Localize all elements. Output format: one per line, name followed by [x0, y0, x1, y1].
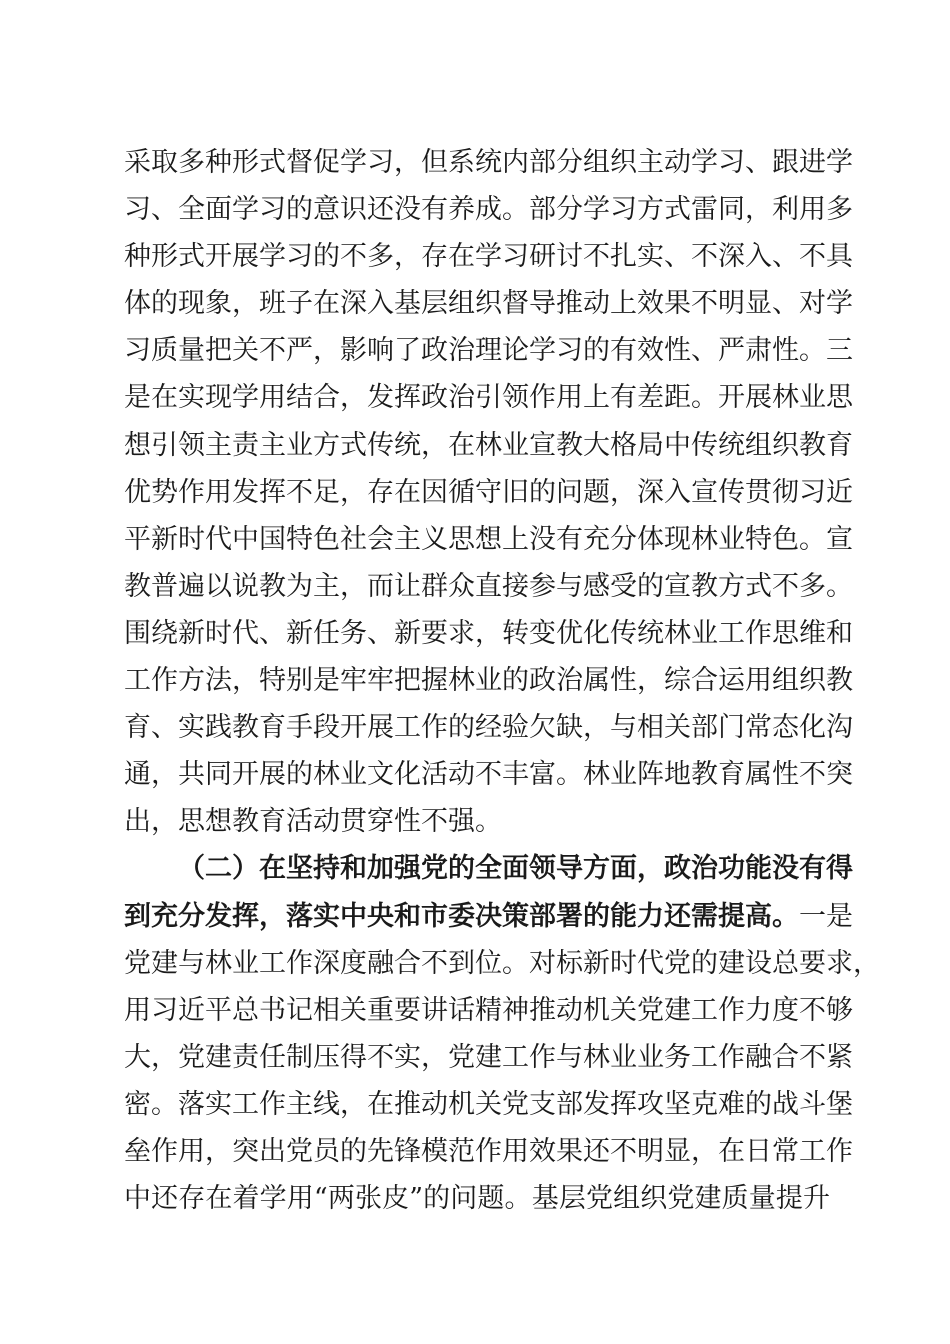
text-line: 优势作用发挥不足，存在因循守旧的问题，深入宣传贯彻习近 — [124, 476, 853, 508]
text-line: 用习近平总书记相关重要讲话精神推动机关党建工作力度不够 — [124, 994, 853, 1026]
text-line: 教普遍以说教为主，而让群众直接参与感受的宣教方式不多。 — [124, 570, 853, 602]
section-heading-text: 到充分发挥，落实中央和市委决策部署的能力还需提高。 — [124, 900, 799, 932]
text-line: 体的现象，班子在深入基层组织督导推动上效果不明显、对学 — [124, 288, 853, 320]
section-heading-line — [124, 893, 853, 940]
section-two-paragraph — [124, 845, 880, 1222]
text-line: 垒作用，突出党员的先锋模范作用效果还不明显，在日常工作 — [124, 1135, 853, 1167]
text-line: 平新时代中国特色社会主义思想上没有充分体现林业特色。宣 — [124, 523, 853, 555]
text-line: 围绕新时代、新任务、新要求，转变优化传统林业工作思维和 — [124, 617, 853, 649]
text-line: 大，党建责任制压得不实，党建工作与林业业务工作融合不紧 — [124, 1041, 853, 1073]
text-line: 是在实现学用结合，发挥政治引领作用上有差距。开展林业思 — [124, 382, 853, 414]
text-line: 工作方法，特别是牢牢把握林业的政治属性，综合运用组织教 — [124, 665, 853, 697]
text-line: 种形式开展学习的不多，存在学习研讨不扎实、不深入、不具 — [124, 241, 853, 273]
text-line: 通，共同开展的林业文化活动不丰富。林业阵地教育属性不突 — [124, 759, 853, 791]
text-line: 出，思想教育活动贯穿性不强。 — [124, 806, 502, 838]
heading-tail-text: 一是 — [799, 900, 853, 932]
text-line: 中还存在着学用“两张皮”的问题。基层党组织党建质量提升 — [124, 1183, 830, 1215]
paragraph-continued — [124, 139, 853, 845]
text-line: 育、实践教育手段开展工作的经验欠缺，与相关部门常态化沟 — [124, 712, 853, 744]
text-line: 采取多种形式督促学习，但系统内部分组织主动学习、跟进学 — [124, 147, 853, 178]
text-line: 习、全面学习的意识还没有养成。部分学习方式雷同，利用多 — [124, 194, 853, 226]
text-line: 密。落实工作主线，在推动机关党支部发挥攻坚克难的战斗堡 — [124, 1088, 853, 1120]
section-heading-line: （二）在坚持和加强党的全面领导方面，政治功能没有得 — [178, 853, 853, 885]
text-line: 党建与林业工作深度融合不到位。对标新时代党的建设总要求， — [124, 947, 880, 979]
text-line: 习质量把关不严，影响了政治理论学习的有效性、严肃性。三 — [124, 335, 853, 367]
document-body — [124, 139, 880, 1222]
text-line: 想引领主责主业方式传统，在林业宣教大格局中传统组织教育 — [124, 429, 853, 461]
